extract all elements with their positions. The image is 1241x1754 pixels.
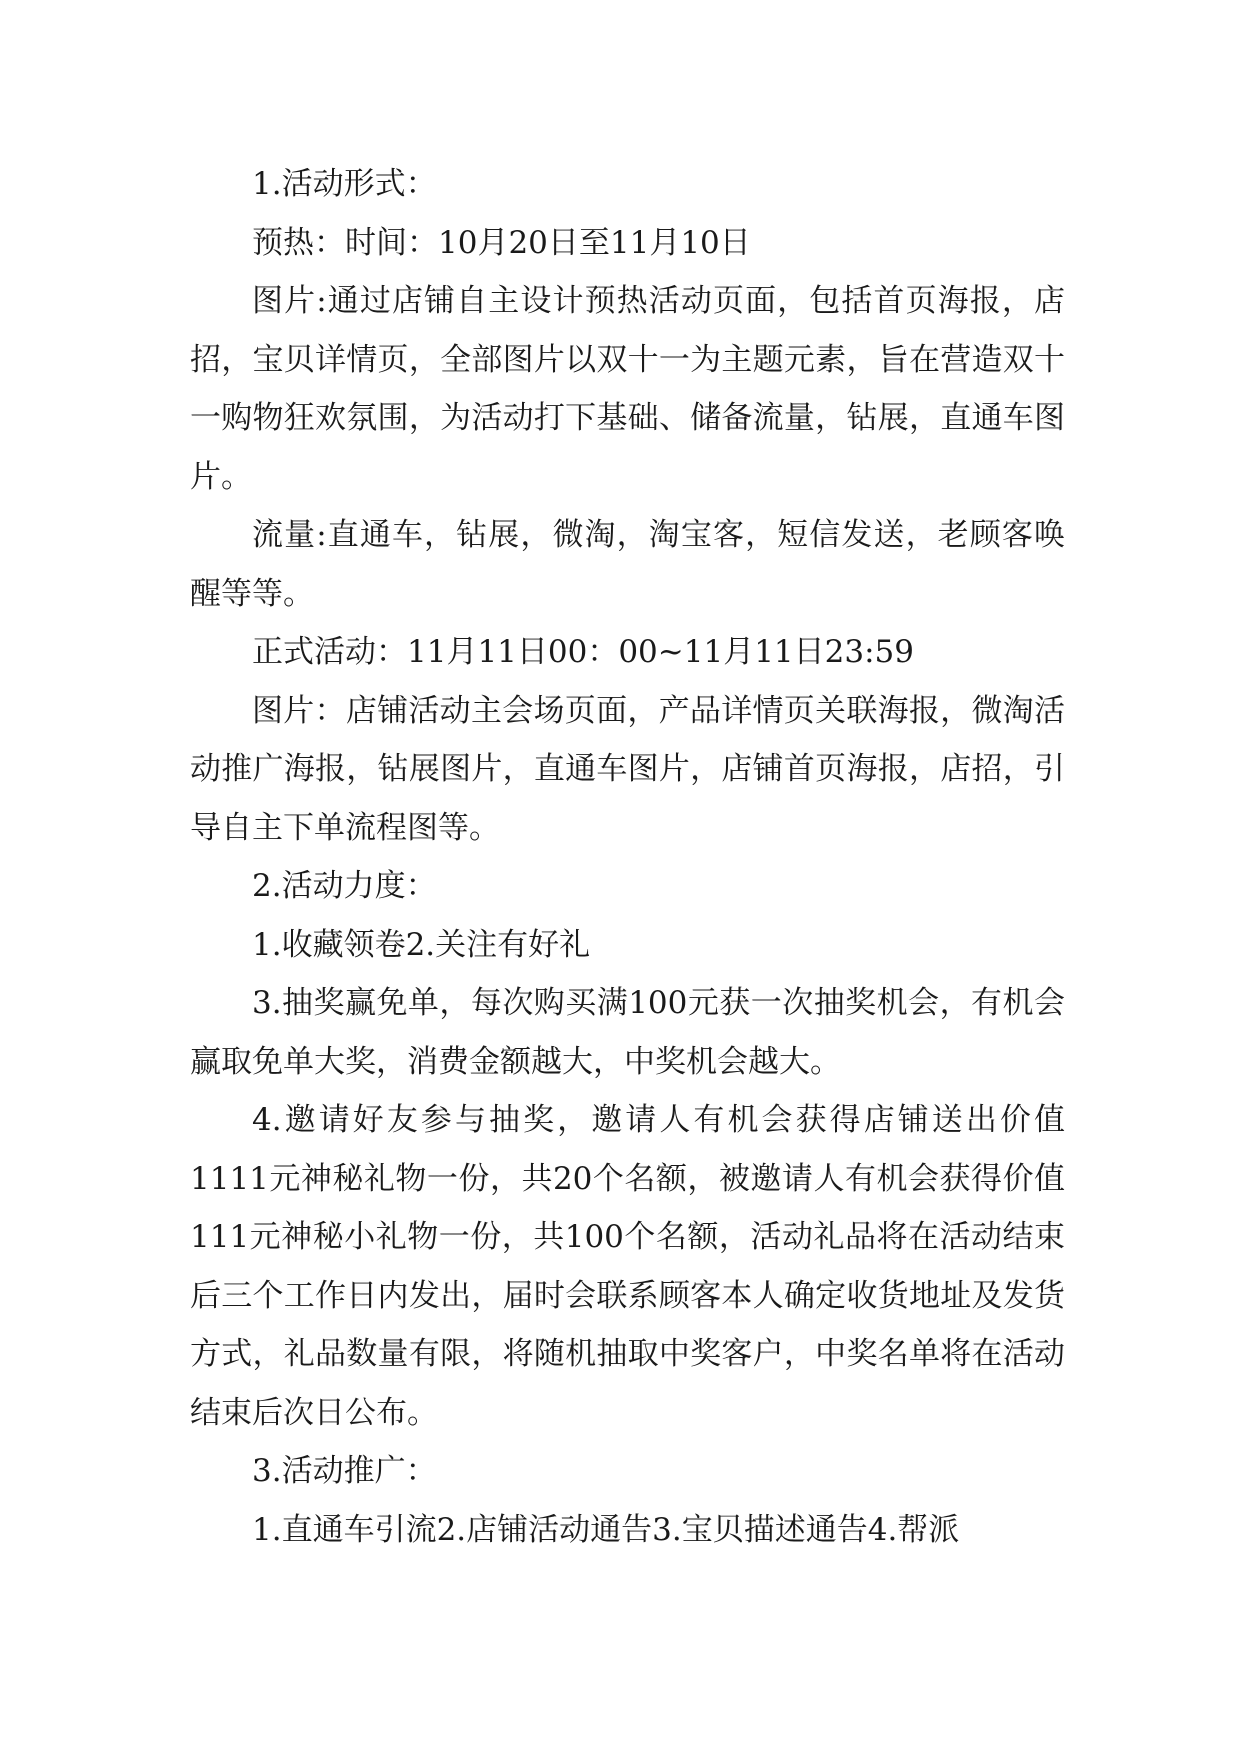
paragraph-traffic: 流量:直通车，钻展，微淘，淘宝客，短信发送，老顾客唤醒等等。 — [190, 517, 1065, 612]
paragraph-preheat-images: 图片:通过店铺自主设计预热活动页面，包括首页海报，店招，宝贝详情页，全部图片以双十一为主题元素，旨在营造双十一购物狂欢氛围，为活动打下基础、储备流量，钻展，直通车图片。 — [190, 283, 1065, 495]
heading-activity-promotion: 3.活动推广： — [252, 1453, 437, 1489]
paragraph-lottery: 3.抽奖赢免单，每次购买满100元获一次抽奖机会，有机会赢取免单大奖，消费金额越大，中奖机会越大。 — [190, 985, 1065, 1080]
paragraph-preheat-time: 预热：时间：10月20日至11月10日 — [252, 224, 751, 261]
paragraph-promotion-channels: 1.直通车引流2.店铺活动通告3.宝贝描述通告4.帮派 — [252, 1511, 960, 1548]
paragraph-official-time: 正式活动：11月11日00：00~11月11日23:59 — [252, 634, 914, 670]
paragraph-favorite-follow: 1.收藏领卷2.关注有好礼 — [252, 926, 591, 963]
heading-activity-strength: 2.活动力度： — [252, 868, 437, 904]
document-body — [190, 155, 1065, 1559]
paragraph-invite: 4.邀请好友参与抽奖，邀请人有机会获得店铺送出价值1111元神秘礼物一份，共20个名额，被邀请人有机会获得价值111元神秘小礼物一份，共100个名额，活动礼品将在活动结束后三个工作日内发出，届时会联系顾客本人确定收货地址及发货方式，礼品数量有限，将随机抽取中奖客户，中奖名单将在活动结束后次日公布。 — [190, 1102, 1065, 1431]
heading-activity-form: 1.活动形式： — [252, 166, 437, 202]
paragraph-official-images: 图片：店铺活动主会场页面，产品详情页关联海报，微淘活动推广海报，钻展图片，直通车图片，店铺首页海报，店招，引导自主下单流程图等。 — [190, 692, 1065, 846]
